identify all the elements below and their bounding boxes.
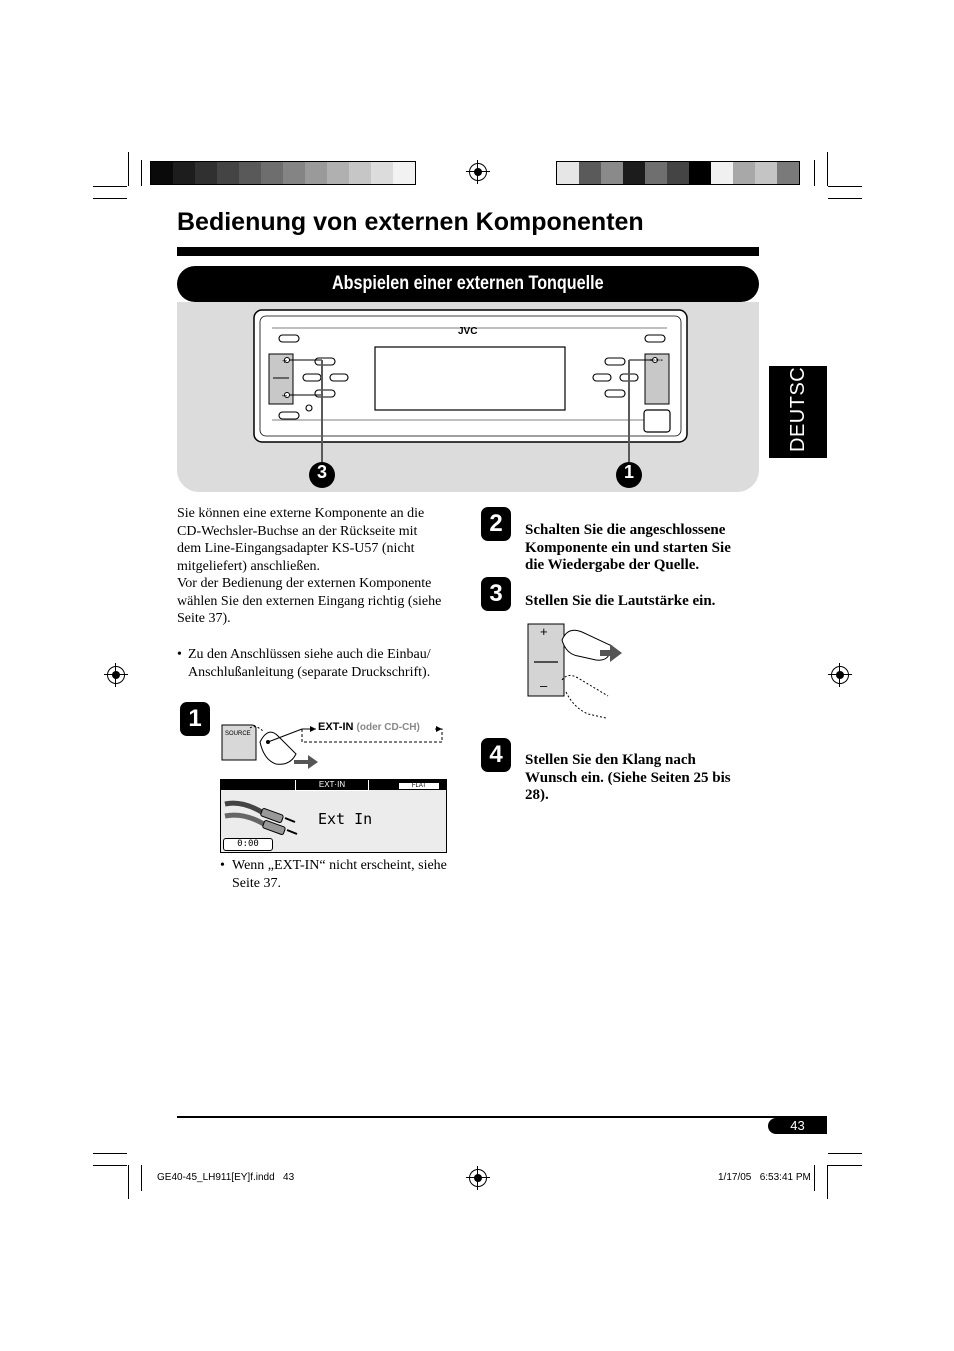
title-rule [177,247,759,256]
step4-text: Stellen Sie den Klang nach Wunsch ein. (Siehe Seiten 25 bis 28). [525,752,731,803]
language-tab: DEUTSCH [769,366,827,458]
callout-number-3: 3 [316,462,327,482]
intro-bullet: • Zu den Anschlüssen siehe auch die Einbau/ Anschlußanleitung (separate Druckschrift). [177,647,431,680]
lcd-display [220,779,447,853]
step2-text: Schalten Sie die angeschlossene Komponente ein und starten Sie die Wiedergabe der Quelle. [525,522,731,573]
print-footer-left: GE40-45_LH911[EY]f.indd 43 [157,1172,295,1183]
rca-cable-icon [223,792,301,842]
page-number: 43 [768,1118,827,1134]
registration-mark-icon [107,666,125,684]
registration-mark-icon [469,163,487,181]
device-brand-logo: JVC [458,326,478,337]
callout-number-1: 1 [623,462,634,482]
svg-text:+: + [282,356,288,366]
intro-text: Sie können eine externe Komponente an die CD-Wechsler-Buchse an der Rückseite mit dem Line-Eingangsadapter KS-U57 (nicht mitgeliefert) anschließen. Vor der Bedienung der externen Komponente wählen Sie den externen Eingang richtig (siehe Seite 37). [177,506,442,626]
step1-note: • Wenn „EXT-IN“ nicht erscheint, siehe Seite 37. [220,858,447,891]
section-heading: Abspielen einer externen Tonquelle [177,266,759,302]
volume-plus-label: + [540,624,548,639]
lcd-mode-label: EXT·IN [295,780,369,791]
lcd-time: 0:00 [223,838,273,851]
svg-text:–: – [282,390,288,400]
lcd-main-text: Ext In [318,810,373,828]
step-number-1: 1 [180,702,210,736]
volume-minus-label: – [540,678,548,693]
page-footer-rule [177,1116,827,1118]
page-title: Bedienung von externen Komponenten [177,208,644,236]
ext-in-label: EXT-IN (oder CD-CH) [318,721,420,733]
lcd-flat-label: FLAT [399,783,439,789]
color-bar-right [556,161,800,185]
step3-text: Stellen Sie die Lautstärke ein. [525,593,716,609]
registration-mark-icon [469,1169,487,1187]
device-source-button-label: SOURCE [650,358,663,362]
registration-mark-icon [831,666,849,684]
step-number-2: 2 [481,507,511,541]
source-button-label: SOURCE [225,731,251,737]
step-number-3: 3 [481,577,511,611]
print-footer-right: 1/17/05 6:53:41 PM [718,1172,811,1183]
color-bar-left [150,161,416,185]
step-number-4: 4 [481,738,511,772]
